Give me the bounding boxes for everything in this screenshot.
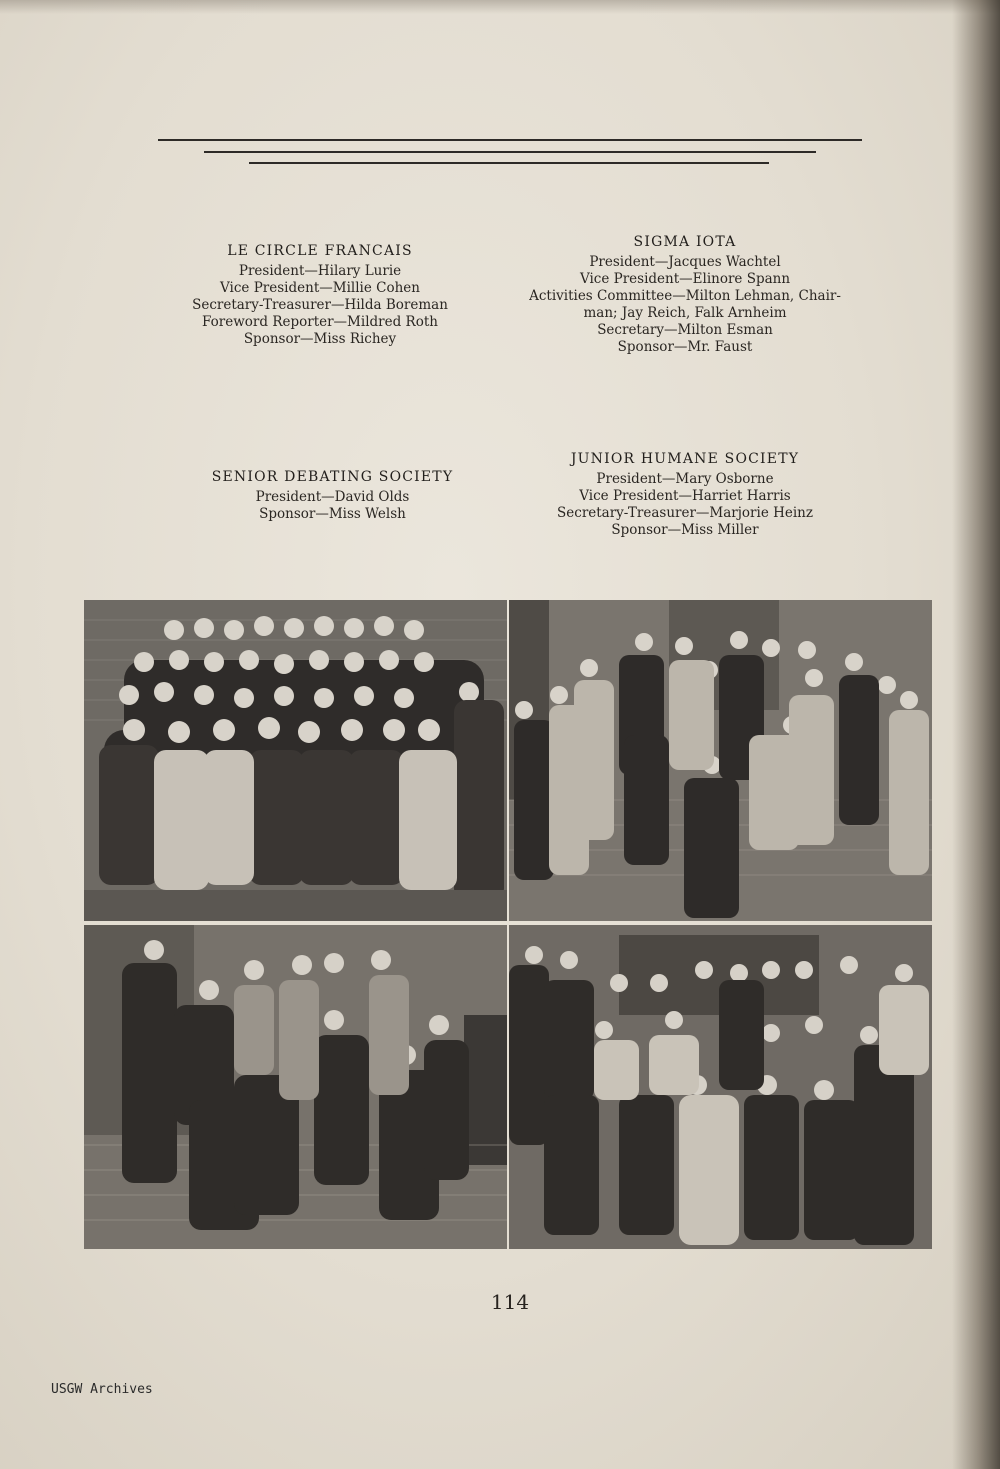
officer-line: Sponsor—Miss Miller [611, 522, 759, 538]
archive-watermark: USGW Archives [51, 1382, 153, 1397]
page-number: 114 [490, 1290, 530, 1314]
group-photo-le-circle-francais [84, 600, 507, 921]
group-photo-image [509, 600, 932, 921]
club-heading: SENIOR DEBATING SOCIETY [211, 469, 454, 485]
officer-line: man; Jay Reich, Falk Arnheim [583, 305, 787, 321]
officer-line: Foreword Reporter—Mildred Roth [202, 314, 438, 330]
binding-shadow [952, 0, 1000, 1469]
group-photo-sigma-iota [509, 600, 932, 921]
group-photo-image [509, 925, 932, 1249]
group-photo-image [84, 600, 507, 921]
decorative-rule-top [158, 139, 862, 141]
officer-line: President—David Olds [255, 489, 410, 505]
officer-line: Vice President—Elinore Spann [579, 271, 791, 287]
decorative-rule-bottom [249, 162, 769, 164]
officer-line: Sponsor—Miss Richey [243, 331, 397, 347]
officer-line: Activities Committee—Milton Lehman, Chair- [529, 288, 841, 304]
group-photo-image [84, 925, 507, 1249]
officer-line: President—Hilary Lurie [238, 263, 402, 279]
club-le-circle-francais [160, 243, 480, 348]
officer-line: Secretary-Treasurer—Hilda Boreman [192, 297, 448, 313]
club-sigma-iota [515, 234, 855, 356]
club-heading: JUNIOR HUMANE SOCIETY [570, 451, 800, 467]
officer-line: Secretary-Treasurer—Marjorie Heinz [557, 505, 813, 521]
officer-line: Sponsor—Mr. Faust [617, 339, 753, 355]
officer-line: President—Mary Osborne [596, 471, 774, 487]
club-heading: SIGMA IOTA [633, 234, 737, 250]
officer-line: President—Jacques Wachtel [589, 254, 781, 270]
officer-line: Sponsor—Miss Welsh [259, 506, 406, 522]
decorative-rule-middle [204, 151, 816, 153]
officer-line: Vice President—Millie Cohen [220, 280, 420, 296]
club-heading: LE CIRCLE FRANCAIS [227, 243, 413, 259]
club-senior-debating-society [180, 469, 485, 523]
page-top-edge [0, 0, 1000, 14]
group-photo-senior-debating-society [84, 925, 507, 1249]
club-junior-humane-society [520, 451, 850, 539]
officer-line: Vice President—Harriet Harris [579, 488, 791, 504]
officer-line: Secretary—Milton Esman [597, 322, 773, 338]
group-photo-junior-humane-society [509, 925, 932, 1249]
